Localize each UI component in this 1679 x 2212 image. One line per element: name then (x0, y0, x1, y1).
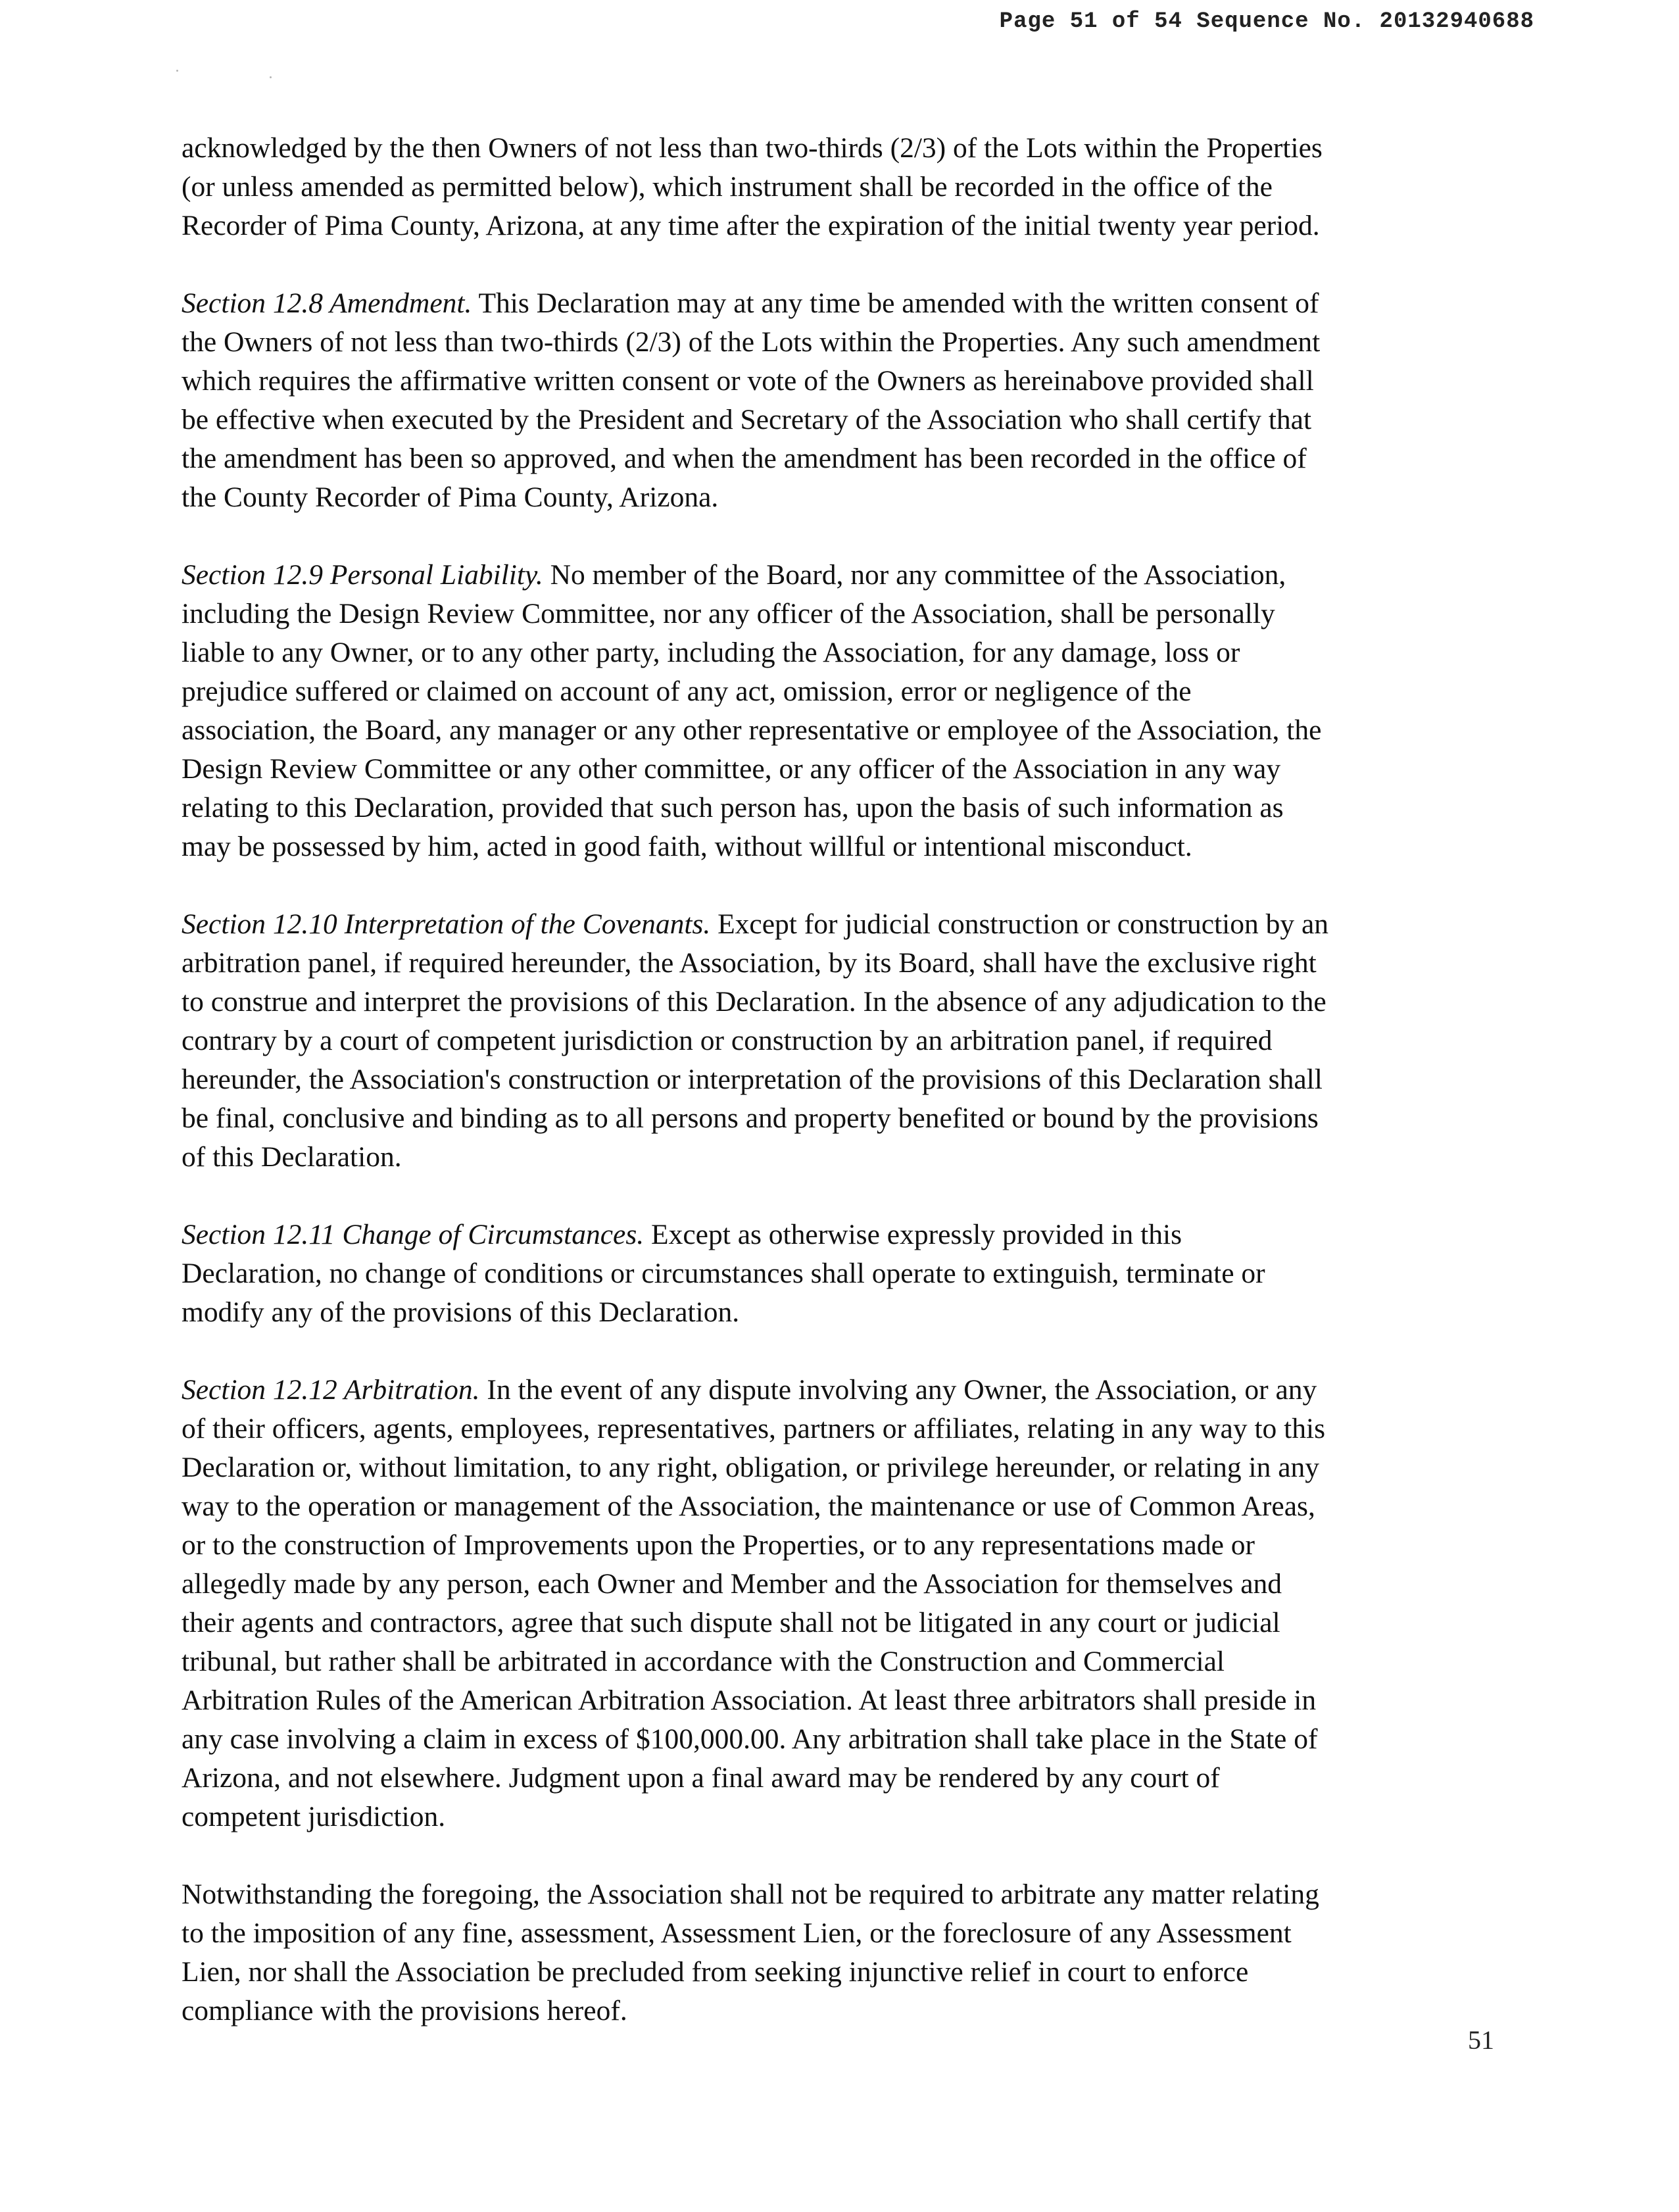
line-text: the Owners of not less than two-thirds (2/3) of the Lots within the Properties. Any such amendment (182, 326, 1321, 358)
line-text: Notwithstanding the foregoing, the Association shall not be required to arbitrate any matter relating (182, 1879, 1319, 1910)
line-text: tribunal, but rather shall be arbitrated in accordance with the Construction and Commercial (182, 1646, 1225, 1677)
line-text: be final, conclusive and binding as to all persons and property benefited or bound by the provisions (182, 1102, 1319, 1134)
paragraph (182, 556, 1503, 866)
paragraph (182, 1875, 1503, 2030)
line-text: Arizona, and not elsewhere. Judgment upon a final award may be rendered by any court of (182, 1762, 1220, 1794)
line-text: any case involving a claim in excess of $100,000.00. Any arbitration shall take place in the State of (182, 1723, 1318, 1755)
text-line (182, 168, 1503, 207)
text-line (182, 439, 1503, 478)
line-text: way to the operation or management of the Association, the maintenance or use of Common Areas, (182, 1490, 1315, 1522)
text-line (182, 1448, 1503, 1487)
text-line (182, 401, 1503, 439)
text-line (182, 1642, 1503, 1681)
line-text: relating to this Declaration, provided that such person has, upon the basis of such information as (182, 792, 1284, 823)
line-text: Arbitration Rules of the American Arbitration Association. At least three arbitrators shall preside in (182, 1684, 1317, 1716)
line-text: No member of the Board, nor any committee of the Association, (543, 559, 1286, 591)
line-text: Lien, nor shall the Association be precluded from seeking injunctive relief in court to enforce (182, 1956, 1249, 1988)
scan-speck (270, 76, 272, 78)
line-text: or to the construction of Improvements upon the Properties, or to any representations made or (182, 1529, 1255, 1561)
line-text: In the event of any dispute involving any Owner, the Association, or any (479, 1374, 1317, 1406)
text-line (182, 1565, 1503, 1604)
text-line (182, 1410, 1503, 1448)
text-line (182, 323, 1503, 362)
section-heading: Section 12.12 Arbitration. (182, 1374, 480, 1406)
text-line (182, 750, 1503, 789)
text-line (182, 129, 1503, 168)
paragraph (182, 1371, 1503, 1836)
line-text: compliance with the provisions hereof. (182, 1995, 627, 2027)
text-line (182, 207, 1503, 245)
line-text: Design Review Committee or any other committee, or any officer of the Association in any way (182, 753, 1281, 785)
line-text: competent jurisdiction. (182, 1801, 446, 1832)
line-text: Declaration or, without limitation, to any right, obligation, or privilege hereunder, or relating in any (182, 1452, 1320, 1483)
text-line (182, 284, 1503, 323)
text-line (182, 1759, 1503, 1798)
line-text: Declaration, no change of conditions or circumstances shall operate to extinguish, terminate or (182, 1258, 1265, 1289)
line-text: modify any of the provisions of this Declaration. (182, 1296, 740, 1328)
line-text: of this Declaration. (182, 1141, 402, 1173)
text-line (182, 1060, 1503, 1099)
line-text: This Declaration may at any time be amended with the written consent of (472, 287, 1319, 319)
line-text: Except as otherwise expressly provided in this (644, 1219, 1182, 1250)
section-heading: Section 12.10 Interpretation of the Covenants. (182, 908, 711, 940)
text-line (182, 1216, 1503, 1254)
text-line (182, 1021, 1503, 1060)
text-line (182, 944, 1503, 983)
text-line (182, 1720, 1503, 1759)
line-text: hereunder, the Association's construction or interpretation of the provisions of this Declaration shall (182, 1064, 1323, 1095)
line-text: allegedly made by any person, each Owner and Member and the Association for themselves and (182, 1568, 1282, 1600)
text-line (182, 1798, 1503, 1836)
section-heading: Section 12.8 Amendment. (182, 287, 472, 319)
line-text: association, the Board, any manager or any other representative or employee of the Association, the (182, 714, 1322, 746)
line-text: contrary by a court of competent jurisdiction or construction by an arbitration panel, if required (182, 1025, 1273, 1056)
text-line (182, 595, 1503, 633)
text-line (182, 1293, 1503, 1332)
line-text: which requires the affirmative written consent or vote of the Owners as hereinabove provided shall (182, 365, 1314, 397)
document-body (182, 129, 1503, 2030)
text-line (182, 983, 1503, 1021)
text-line (182, 362, 1503, 401)
paragraph (182, 284, 1503, 517)
text-line (182, 556, 1503, 595)
line-text: to the imposition of any fine, assessment, Assessment Lien, or the foreclosure of any Assessment (182, 1917, 1292, 1949)
sequence-header: Page 51 of 54 Sequence No. 20132940688 (999, 9, 1534, 34)
paragraph (182, 129, 1503, 245)
line-text: Recorder of Pima County, Arizona, at any time after the expiration of the initial twenty year period. (182, 210, 1320, 241)
paragraph (182, 1216, 1503, 1332)
scan-speck (176, 70, 178, 72)
section-heading: Section 12.11 Change of Circumstances. (182, 1219, 645, 1250)
line-text: acknowledged by the then Owners of not less than two-thirds (2/3) of the Lots within the Properties (182, 132, 1323, 164)
text-line (182, 1099, 1503, 1138)
line-text: (or unless amended as permitted below), which instrument shall be recorded in the office of the (182, 171, 1273, 203)
text-line (182, 1138, 1503, 1177)
text-line (182, 1681, 1503, 1720)
text-line (182, 478, 1503, 517)
text-line (182, 827, 1503, 866)
text-line (182, 1953, 1503, 1992)
text-line (182, 1875, 1503, 1914)
text-line (182, 789, 1503, 827)
section-heading: Section 12.9 Personal Liability. (182, 559, 543, 591)
line-text: liable to any Owner, or to any other party, including the Association, for any damage, loss or (182, 637, 1240, 668)
line-text: be effective when executed by the President and Secretary of the Association who shall certify that (182, 404, 1312, 435)
line-text: may be possessed by him, acted in good faith, without willful or intentional misconduct. (182, 831, 1192, 862)
line-text: Except for judicial construction or construction by an (710, 908, 1329, 940)
text-line (182, 1526, 1503, 1565)
text-line (182, 711, 1503, 750)
line-text: the amendment has been so approved, and when the amendment has been recorded in the office of (182, 443, 1307, 474)
line-text: the County Recorder of Pima County, Arizona. (182, 481, 719, 513)
line-text: prejudice suffered or claimed on account of any act, omission, error or negligence of the (182, 676, 1192, 707)
paragraph (182, 905, 1503, 1177)
line-text: of their officers, agents, employees, representatives, partners or affiliates, relating in any way to this (182, 1413, 1326, 1444)
line-text: to construe and interpret the provisions of this Declaration. In the absence of any adjudication to the (182, 986, 1326, 1018)
line-text: including the Design Review Committee, nor any officer of the Association, shall be personally (182, 598, 1275, 629)
text-line (182, 1992, 1503, 2030)
text-line (182, 1254, 1503, 1293)
text-line (182, 1487, 1503, 1526)
text-line (182, 672, 1503, 711)
text-line (182, 633, 1503, 672)
page-number: 51 (1468, 2025, 1494, 2055)
text-line (182, 1914, 1503, 1953)
text-line (182, 905, 1503, 944)
text-line (182, 1604, 1503, 1642)
line-text: their agents and contractors, agree that such dispute shall not be litigated in any court or judicial (182, 1607, 1280, 1638)
text-line (182, 1371, 1503, 1410)
line-text: arbitration panel, if required hereunder, the Association, by its Board, shall have the exclusive right (182, 947, 1317, 979)
